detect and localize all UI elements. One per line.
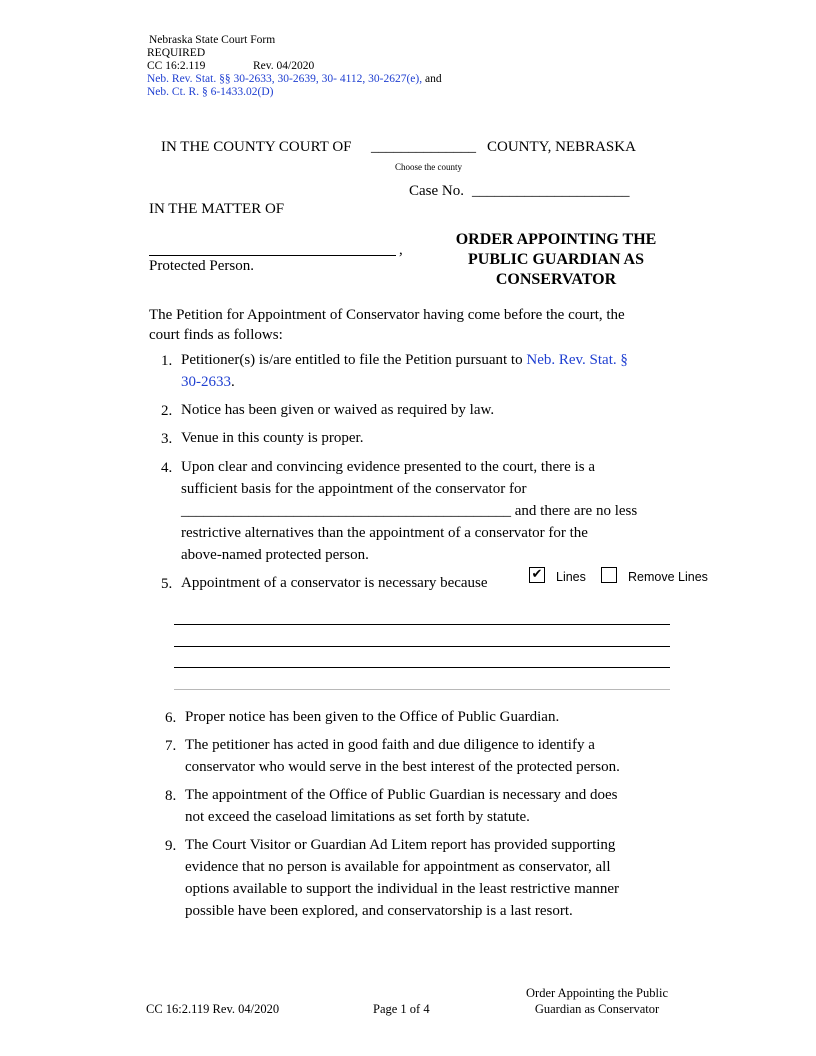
finding-9: The Court Visitor or Guardian Ad Litem report has provided supporting evidence that no person is available for appointment as conservator, all options available to support the individual in the least restrictive manner possible have been explored, and conservatorship is a last resort.: [185, 837, 620, 919]
reason-line-3[interactable]: [174, 667, 670, 668]
court-caption-suffix: COUNTY, NEBRASKA: [487, 139, 636, 155]
protected-comma: ,: [399, 242, 403, 258]
remove-lines-label: Remove Lines: [628, 570, 708, 584]
conservator-for-input[interactable]: ____________________________________________: [181, 503, 511, 519]
court-rule-link[interactable]: Neb. Ct. R. § 6-1433.02(D): [147, 86, 274, 98]
finding-1-number: 1.: [161, 353, 173, 369]
county-input[interactable]: ______________: [371, 139, 476, 155]
finding-3-number: 3.: [161, 431, 173, 447]
finding-1: Petitioner(s) is/are entitled to file the Petition pursuant to Neb. Rev. Stat. § 30-2633.: [181, 352, 628, 390]
finding-5: Appointment of a conservator is necessary because: [181, 575, 488, 591]
court-caption-prefix: IN THE COUNTY COURT OF: [161, 139, 352, 155]
protected-person-input[interactable]: [149, 255, 396, 256]
county-hint: Choose the county: [395, 162, 462, 172]
form-revision: Rev. 04/2020: [253, 60, 315, 72]
reason-line-2[interactable]: [174, 646, 670, 647]
remove-lines-checkbox[interactable]: [601, 567, 617, 583]
finding-8: The appointment of the Office of Public Guardian is necessary and does not exceed the caseload limitations as set forth by statute.: [185, 787, 618, 825]
footer-document-title: Order Appointing the Public Guardian as Conservator: [526, 986, 668, 1016]
finding-2: Notice has been given or waived as required by law.: [181, 402, 495, 418]
form-number: CC 16:2.119: [147, 60, 206, 72]
footer-page-number: Page 1 of 4: [373, 1002, 430, 1016]
finding-7-number: 7.: [165, 738, 177, 754]
statute-reference-line: Neb. Rev. Stat. §§ 30-2633, 30-2639, 30- 4112, 30-2627(e), and: [147, 73, 442, 85]
order-title: ORDER APPOINTING THE PUBLIC GUARDIAN AS CONSERVATOR: [455, 231, 657, 288]
form-source-label: Nebraska State Court Form: [149, 34, 276, 46]
finding-3: Venue in this county is proper.: [181, 430, 364, 446]
reason-line-4[interactable]: [174, 689, 670, 690]
finding-6-number: 6.: [165, 710, 177, 726]
statute-reference-link[interactable]: Neb. Rev. Stat. §§ 30-2633, 30-2639, 30- 4112, 30-2627(e),: [147, 73, 423, 85]
protected-person-label: Protected Person.: [149, 258, 254, 274]
finding-5-number: 5.: [161, 576, 173, 592]
lines-checkbox[interactable]: ✔: [529, 567, 545, 583]
statute-link-30-2633[interactable]: Neb. Rev. Stat. §: [526, 352, 628, 368]
finding-4-number: 4.: [161, 460, 173, 476]
case-number-label: Case No.: [409, 183, 464, 199]
finding-6: Proper notice has been given to the Office of Public Guardian.: [185, 709, 560, 725]
matter-label: IN THE MATTER OF: [149, 201, 285, 217]
case-number-input[interactable]: _____________________: [472, 183, 630, 199]
finding-9-number: 9.: [165, 838, 177, 854]
finding-2-number: 2.: [161, 403, 173, 419]
finding-4: Upon clear and convincing evidence presented to the court, there is a sufficient basis for the appointment of the conservator for ____________________________________________ and there are no less restrictive alternatives than the appointment of a conservator for the above-named protected person.: [181, 459, 638, 563]
finding-7: The petitioner has acted in good faith and due diligence to identify a conservator who would serve in the best interest of the protected person.: [185, 737, 620, 775]
footer-form-revision: CC 16:2.119 Rev. 04/2020: [146, 1002, 280, 1016]
intro-line-2: court finds as follows:: [149, 327, 283, 343]
lines-label: Lines: [556, 570, 586, 584]
finding-8-number: 8.: [165, 788, 177, 804]
intro-line-1: The Petition for Appointment of Conservator having come before the court, the: [149, 307, 625, 323]
reason-line-1[interactable]: [174, 624, 670, 625]
form-required-label: REQUIRED: [147, 47, 206, 59]
statute-link-30-2633-cont[interactable]: 30-2633: [181, 374, 231, 390]
